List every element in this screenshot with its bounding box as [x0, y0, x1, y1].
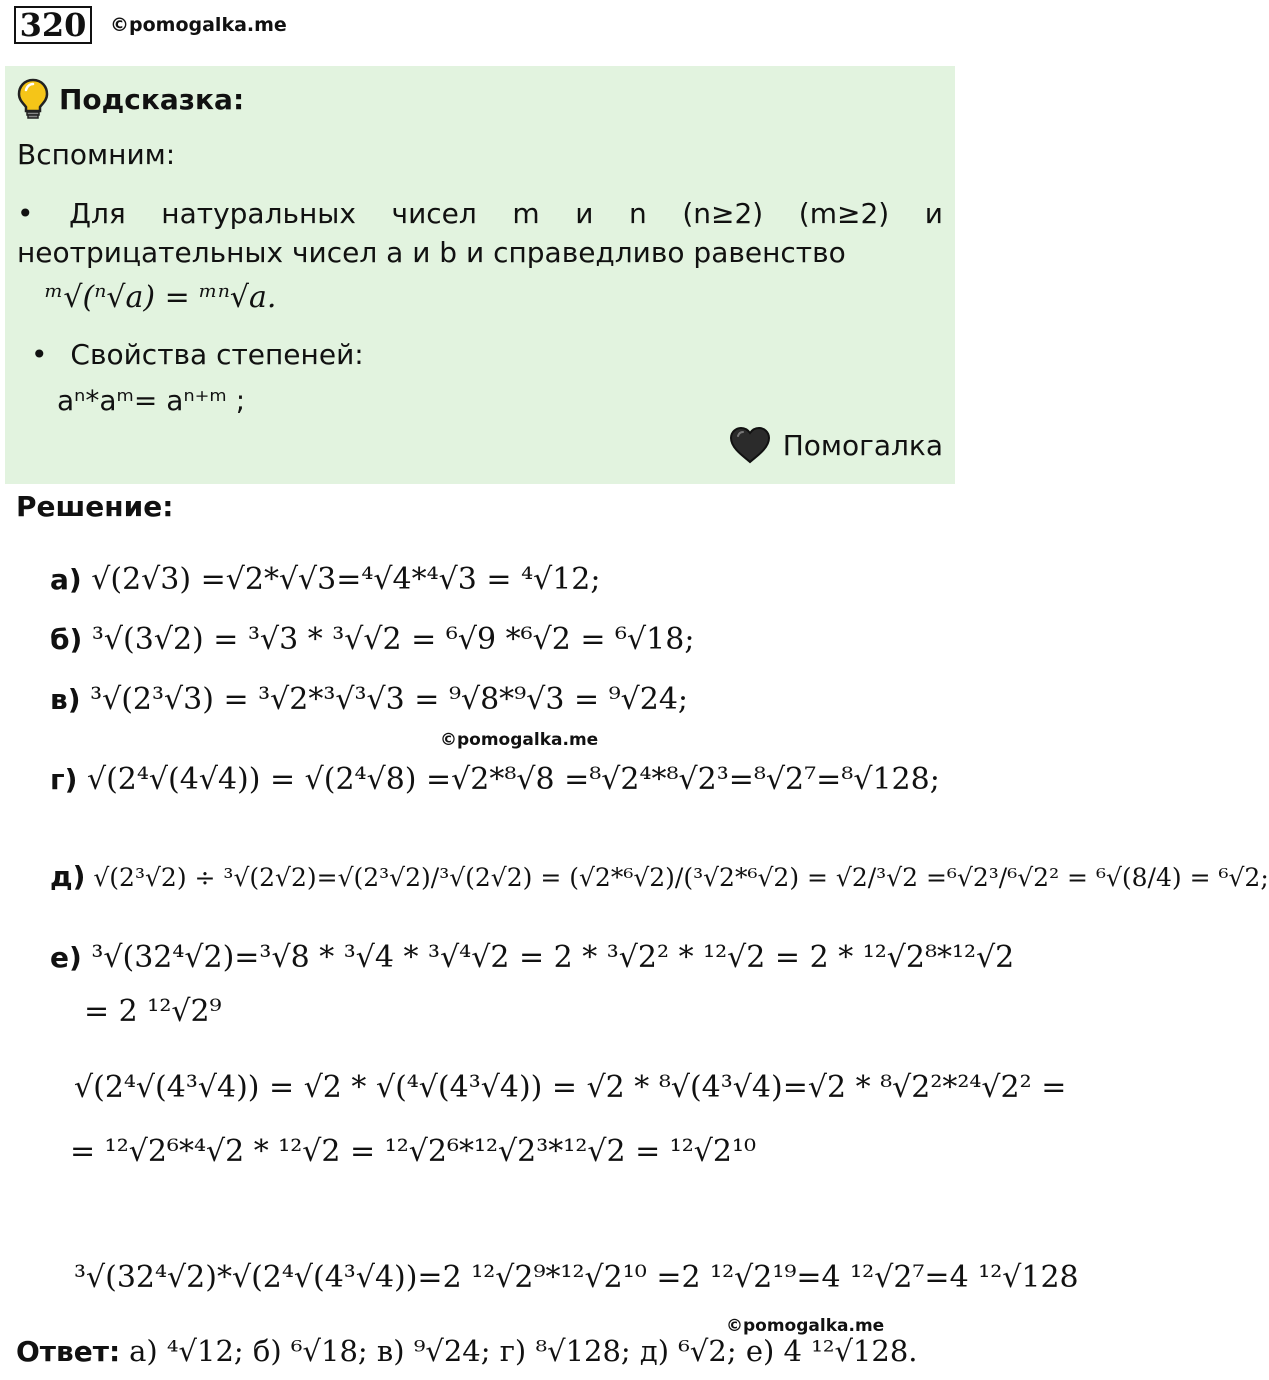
solution-line-d — [50, 860, 1269, 893]
solution-line-b — [50, 622, 694, 657]
hint-recall: Вспомним: — [17, 138, 176, 171]
expr-b: ³√(3√2) = ³√3 * ³√√2 = ⁶√9 *⁶√2 = ⁶√18; — [91, 622, 695, 657]
label-g: г) — [50, 763, 78, 796]
hint-title-row — [17, 78, 244, 120]
expr-e1: ³√(32⁴√2)=³√8 * ³√4 * ³√⁴√2 = 2 * ³√2² * ¹²√2 = 2 * ¹²√2⁸*¹²√2 — [91, 940, 1015, 975]
label-v: в) — [50, 683, 81, 716]
root-of-root-formula: ᵐ√(ⁿ√a) = ᵐⁿ√a. — [45, 280, 277, 315]
watermark-mid: ©pomogalka.me — [440, 730, 599, 750]
site-watermark-top: ©pomogalka.me — [110, 14, 287, 36]
hint-bullet2-text: Свойства степеней: — [70, 338, 364, 371]
label-a: а) — [50, 563, 82, 596]
label-b: б) — [50, 623, 83, 656]
answer-label: Ответ: — [16, 1335, 121, 1368]
solution-line-g — [50, 762, 940, 797]
label-e: е) — [50, 941, 82, 974]
expr-v: ³√(2³√3) = ³√2*³√³√3 = ⁹√8*⁹√3 = ⁹√24; — [90, 682, 689, 717]
solution-line-a — [50, 562, 601, 597]
expr-a: √(2√3) =√2*√√3=⁴√4*⁴√3 = ⁴√12; — [91, 562, 601, 597]
heart-icon — [729, 426, 771, 464]
hint-bullet1-line2: неотрицательных чисел a и b и справедливо равенство — [17, 236, 846, 269]
hint-bullet1-line1: • Для натуральных чисел m и n (n≥2) (m≥2) и — [17, 197, 943, 230]
expr-d: √(2³√2) ÷ ³√(2√2)=√(2³√2)/³√(2√2) = (√2*⁶√2)/(³√2*⁶√2) = √2/³√2 =⁶√2³/⁶√2² = ⁶√(8/4) = ⁶√2; — [93, 863, 1269, 892]
solution-title: Решение: — [16, 490, 174, 523]
answer-line — [16, 1334, 918, 1368]
lightbulb-icon — [17, 78, 49, 120]
solution-line-e5: ³√(32⁴√2)*√(2⁴√(4³√4))=2 ¹²√2⁹*¹²√2¹⁰ =2 ¹²√2¹⁹=4 ¹²√2⁷=4 ¹²√128 — [74, 1260, 1079, 1295]
bullet-dot: • — [31, 338, 48, 371]
brand-block — [729, 426, 943, 464]
hint-title: Подсказка: — [59, 82, 245, 116]
solution-line-e3: √(2⁴√(4³√4)) = √2 * √(⁴√(4³√4)) = √2 * ⁸√(4³√4)=√2 * ⁸√2²*²⁴√2² = — [74, 1070, 1067, 1105]
label-d: д) — [50, 860, 86, 893]
brand-name: Помогалка — [782, 428, 943, 462]
hint-bullet2 — [31, 338, 364, 371]
hint-box — [5, 66, 955, 484]
problem-number: 320 — [14, 6, 92, 44]
powers-rule: aⁿ*aᵐ= aⁿ⁺ᵐ ; — [57, 384, 246, 417]
solution-line-e4: = ¹²√2⁶*⁴√2 * ¹²√2 = ¹²√2⁶*¹²√2³*¹²√2 = ¹²√2¹⁰ — [70, 1134, 757, 1169]
solution-line-e2: = 2 ¹²√2⁹ — [84, 994, 222, 1029]
solution-line-v — [50, 682, 688, 717]
watermark-bottom: ©pomogalka.me — [726, 1316, 885, 1336]
solution-line-e1 — [50, 940, 1014, 975]
answer-values: а) ⁴√12; б) ⁶√18; в) ⁹√24; г) ⁸√128; д) ⁶√2; е) 4 ¹²√128. — [129, 1334, 918, 1368]
expr-g: √(2⁴√(4√4)) = √(2⁴√8) =√2*⁸√8 =⁸√2⁴*⁸√2³=⁸√2⁷=⁸√128; — [86, 762, 940, 797]
